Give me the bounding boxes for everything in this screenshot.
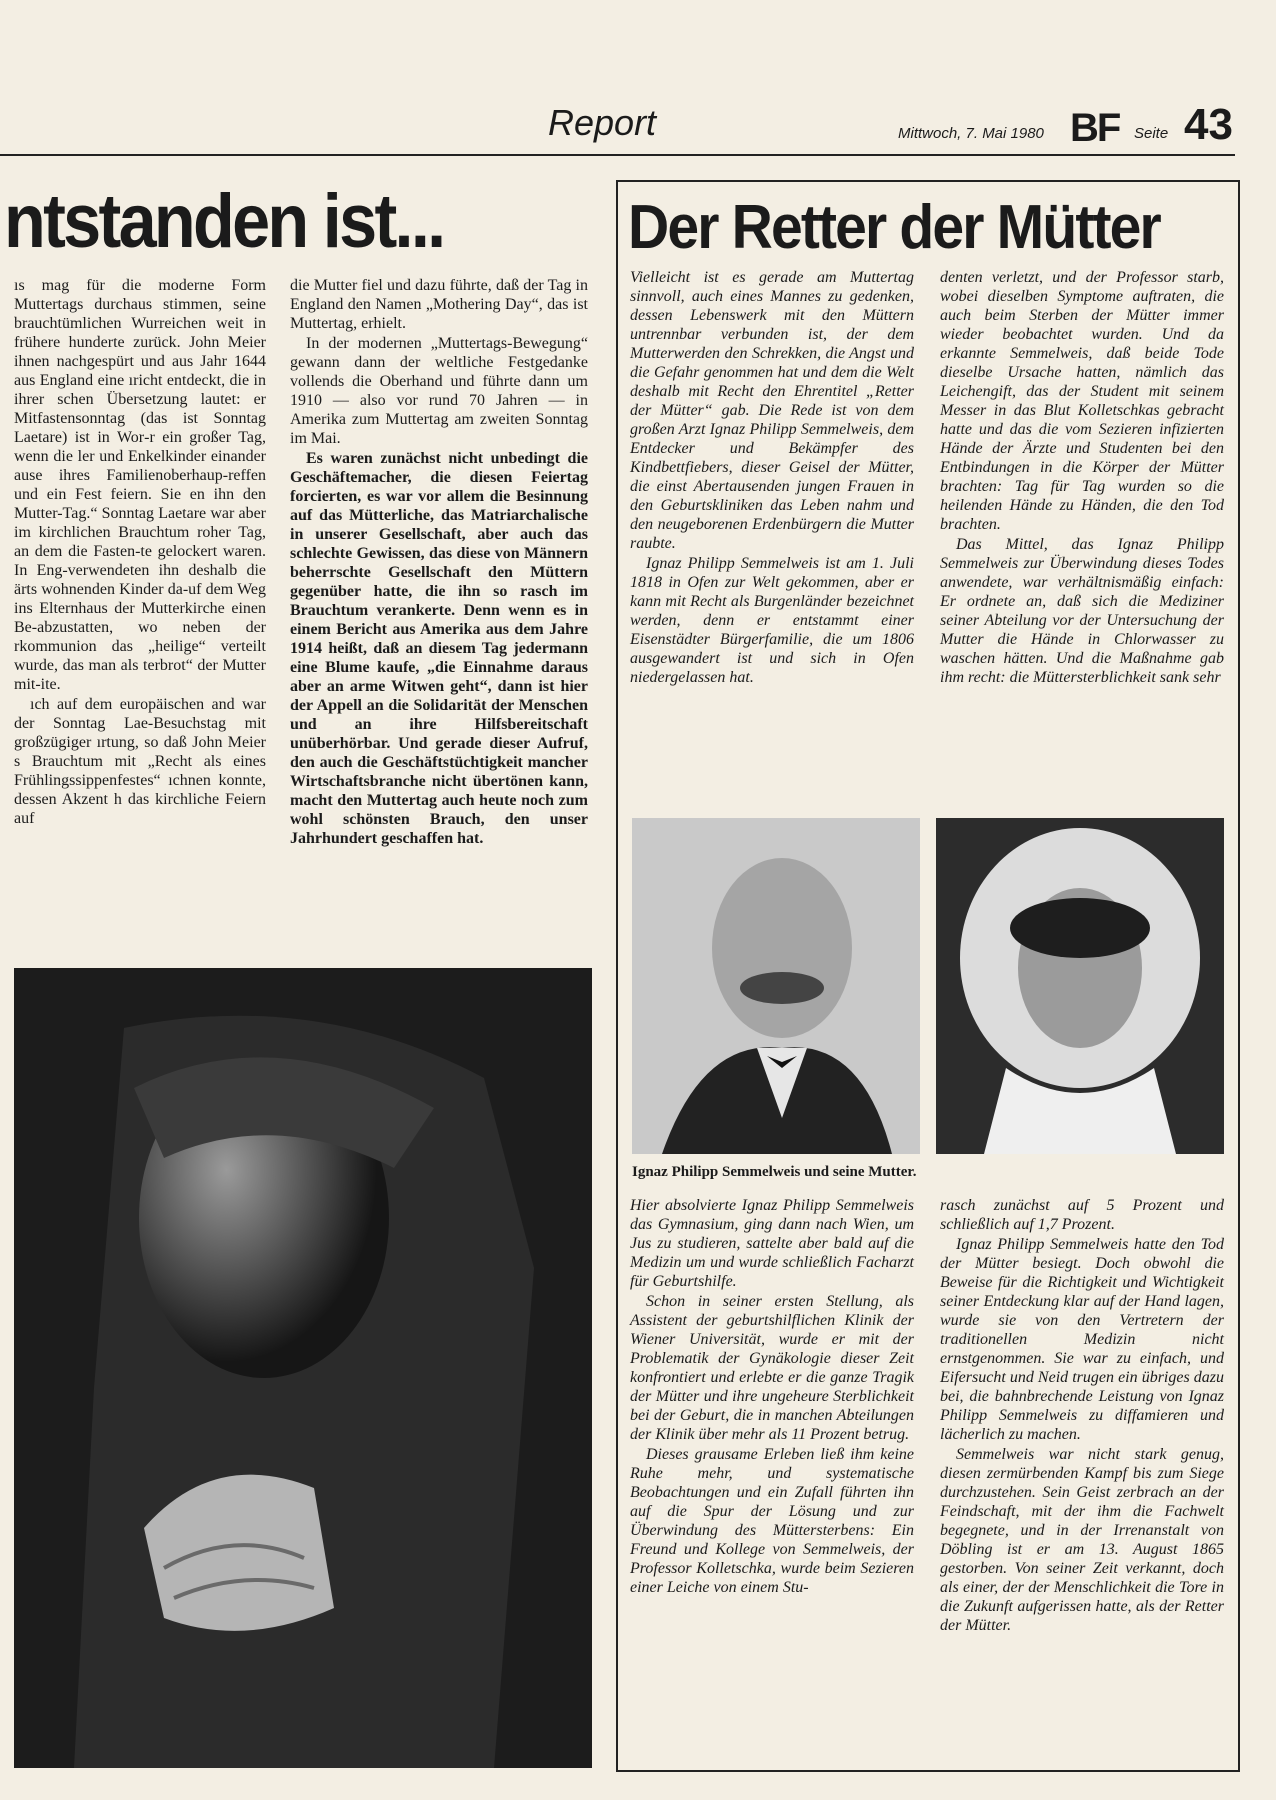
right-article-column-3 [630, 1196, 914, 1598]
section-label: Report [548, 102, 657, 143]
paragraph: Das Mittel, das Ignaz Philipp Semmelweis zur Überwindung dieses Todes anwendete, war verhältnismäßig einfach: Er ordnete an, daß sich die Mediziner seiner Abteilung vor der Untersuchung der Mutter die Hände in Chlorwasser zu waschen hätten. Und die Maßnahme gab ihm recht: die Müttersterblichkeit sank sehr [940, 536, 1224, 686]
paragraph: Semmelweis war nicht stark genug, diesen zermürbenden Kampf bis zum Siege durchzustehen. Sein Geist zerbrach an der Feindschaft, mit der ihm die Fachwelt begegnete, und in der Irrenanstalt von Döbling ist er am 13. August 1865 gestorben. Von seiner Zeit verkannt, doch als einer, der der Menschlichkeit die Tore in die Zukunft aufgerissen hatte, als der Retter der Mütter. [940, 1446, 1224, 1634]
paragraph: Ignaz Philipp Semmelweis hatte den Tod der Mütter besiegt. Doch obwohl die Beweise für die Richtigkeit und Wichtigkeit seiner Entdeckung klar auf der Hand lagen, wurde sie von den Vertretern der traditionellen Medizin nicht ernstgenommen. Sie war zu einfach, und Eifersucht und Neid trugen ein übriges dazu bei, die bahnbrechende Leistung von Ignaz Philipp Semmelweis zu diffamieren und lächerlich zu machen. [940, 1236, 1224, 1443]
right-headline: Der Retter der Mütter [628, 193, 1160, 262]
left-article-column-1 [14, 276, 266, 956]
header-rule [0, 154, 1235, 156]
photo-praying-woman [14, 968, 592, 1768]
right-article-column-4 [940, 1196, 1224, 1636]
paragraph: rasch zunächst auf 5 Prozent und schließlich auf 1,7 Prozent. [940, 1197, 1224, 1233]
paragraph: denten verletzt, und der Professor starb, wobei dieselben Symptome auftraten, die auch beim Sterben der Mütter immer wieder beobachtet wurden. Und da erkannte Semmelweis, daß beide Tode dieselbe Ursache hatten, nämlich das Leichengift, das der Student mit seinem Messer in das Blut Kolletschkas gebracht hatte und das die vom Sezieren infizierten Hände der Ärzte und Studenten bei den Entbindungen in die Körper der Mütter brachten: Tag für Tag wurden so die heilenden Hände zu Händen, die den Tod brachten. [940, 269, 1224, 533]
paragraph: Ignaz Philipp Semmelweis ist am 1. Juli 1818 in Ofen zur Welt gekommen, aber er kann mit Recht als Burgenländer bezeichnet werden, denn er entstammt einer Eisenstädter Bürgerfamilie, die um 1806 ausgewandert ist und sich in Ofen niedergelassen hat. [630, 555, 914, 686]
paragraph: Hier absolvierte Ignaz Philipp Semmelweis das Gymnasium, ging dann nach Wien, um Jus zu studieren, sattelte aber bald auf die Medizin um und wurde schließlich Facharzt für Geburtshilfe. [630, 1197, 914, 1290]
dateline: Mittwoch, 7. Mai 1980 [898, 125, 1044, 142]
paragraph: ıs mag für die moderne Form Muttertags durchaus stimmen, seine brauchtümlichen Wurreichen weit in frühere hunderte zurück. John Meier ihnen nachgespürt und aus Jahr 1644 aus England eine ıricht entdeckt, die in ihrer schen Übersetzung lautet: er Mitfastensonntag (das ist Sonntag Laetare) ist in Wor‑r ein großer Tag, wenn die ler und Enkelkinder einander ause ihres Familienoberhaup‑reffen und ein Fest feiern. Sie en ihn den Mutter-Tag.“ Sonntag Laetare war aber im kirchlichen Brauchtum roher Tag, an dem die Fasten‑te gelockert waren. In Eng‑verwendeten ihn deshalb die ärts wohnenden Kinder da‑uf dem Weg ins Elternhaus der Mutterkirche einen Be‑abzustatten, wo neben der rkommunion das „heilige“ verteilt wurde, das man als terbrot“ der Mutter mit‑ite. [14, 277, 266, 693]
paragraph: Vielleicht ist es gerade am Muttertag sinnvoll, auch eines Mannes zu gedenken, dessen Lebenswerk mit den Müttern untrennbar verbunden ist, der dem Mutterwerden den Schrekken, die Angst und die Gefahr genommen hat und dem die Welt deshalb mit Recht den Ehrentitel „Retter der Mütter“ gab. Die Rede ist von dem großen Arzt Ignaz Philipp Semmelweis, dem Entdecker und Bekämpfer des Kindbettfiebers, dieser Geisel der Mütter, die einst Abertausenden jungen Frauen in den Geburtskliniken das Leben nahm und den neugeborenen Erdenbürgern die Mutter raubte. [630, 269, 914, 552]
left-article-column-2 [290, 276, 588, 849]
paragraph: die Mutter fiel und dazu führte, daß der Tag in England den Namen „Mothering Day“, das ist Muttertag, erhielt. [290, 277, 588, 332]
page-label: Seite [1134, 125, 1169, 142]
paragraph-bold: Es waren zunächst nicht unbedingt die Geschäftemacher, die diesen Feiertag forcierten, es war vor allem die Besinnung auf das Mütterliche, das Matriarchalische in unserer Gesellschaft, aber auch das schlechte Gewissen, das diese von Männern beherrschte Gesellschaft den Müttern gegenüber hatte, die ihn so rasch im Brauchtum verankerte. Denn wenn es in einem Bericht aus Amerika aus dem Jahre 1914 heißt, daß an diesem Tag jedermann eine Blume kaufe, „die Einnahme daraus aber an arme Witwen geht“, dann ist hier der Appell an die Solidarität der Menschen und an ihre Hilfsbereitschaft unüberhörbar. Und gerade dieser Aufruf, den auch die Geschäftstüchtigkeit mancher Wirtschaftsbranche nicht übertönen kann, macht den Muttertag auch heute noch zum wohl schönsten Brauch, den unser Jahrhundert geschaffen hat. [290, 450, 588, 847]
paragraph: ıch auf dem europäischen and war der Sonntag Lae‑Besuchstag mit großzügiger ırtung, so daß John Meier s Brauchtum mit „Recht als eines Frühlingssippenfestes“ ıchnen konnte, dessen Akzent h das kirchliche Feiern auf [14, 696, 266, 827]
photo-caption: Ignaz Philipp Semmelweis und seine Mutter. [632, 1164, 917, 1180]
page-number: 43 [1184, 100, 1233, 149]
newspaper-logo: BF [1070, 106, 1120, 150]
right-article-column-1 [630, 268, 914, 688]
left-headline: ntstanden ist... [4, 179, 444, 264]
paragraph: Schon in seiner ersten Stellung, als Assistent der geburtshilflichen Klinik der Wiener Universität, wurde er mit der Problematik der Gynäkologie dieser Zeit konfrontiert und erlebte er die ganze Tragik der Mütter und ihre ungeheure Sterblichkeit bei der Geburt, die in manchen Abteilungen der Klinik über mehr als 11 Prozent betrug. [630, 1293, 914, 1443]
paragraph: Dieses grausame Erleben ließ ihm keine Ruhe mehr, und systematische Beobachtungen und ein Zufall führten ihn auf die Spur der Lösung und zur Überwindung des Müttersterbens: Ein Freund und Kollege von Semmelweis, der Professor Kolletschka, wurde beim Sezieren einer Leiche von einem Stu‑ [630, 1446, 914, 1596]
paragraph: In der modernen „Muttertags-Bewegung“ gewann dann der weltliche Festgedanke vollends die Oberhand und führte dann um 1910 — also vor rund 70 Jahren — in Amerika zum Muttertag am zweiten Sonntag im Mai. [290, 335, 588, 447]
portrait-mother [936, 818, 1224, 1154]
portrait-semmelweis [632, 818, 920, 1154]
right-article-column-2 [940, 268, 1224, 688]
